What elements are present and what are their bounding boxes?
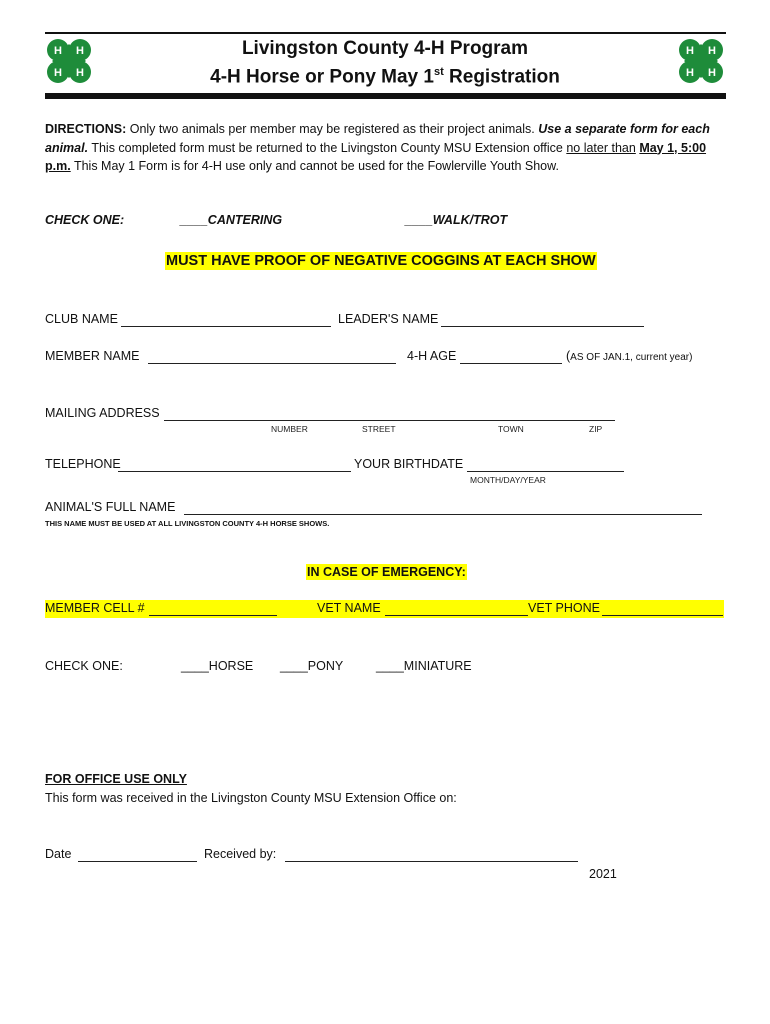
cantering-option[interactable]: ____CANTERING — [180, 213, 283, 227]
check-gait-label: CHECK ONE: — [45, 213, 125, 227]
member-name-label: MEMBER NAME — [45, 349, 140, 363]
mailing-address-field[interactable] — [164, 420, 615, 421]
member-name-field[interactable] — [148, 363, 396, 364]
received-by-label: Received by: — [204, 847, 277, 861]
form-year: 2021 — [589, 867, 617, 881]
leader-name-field[interactable] — [441, 326, 644, 327]
header-rule-bottom — [45, 93, 726, 99]
vet-phone-field[interactable] — [602, 615, 723, 616]
svg-text:H: H — [76, 67, 84, 79]
birthdate-field[interactable] — [467, 471, 624, 472]
directions-paragraph: DIRECTIONS: Only two animals per member may be registered as their project animals. Use a separate form for each animal. This completed form must be returned to the Livingston County MSU Extension office no later than May 1, 5:00 p.m. This May 1 Form is for 4-H use only and cannot be used for the Fowlerville Youth Show. — [45, 122, 710, 173]
member-cell-field[interactable] — [149, 615, 277, 616]
birthdate-format-caption: MONTH/DAY/YEAR — [470, 475, 546, 485]
animal-name-field[interactable] — [184, 514, 702, 515]
office-received-text: This form was received in the Livingston County MSU Extension Office on: — [45, 791, 457, 805]
telephone-field[interactable] — [118, 471, 351, 472]
animal-name-label: ANIMAL'S FULL NAME — [45, 500, 176, 514]
address-street-caption: STREET — [362, 424, 396, 434]
vet-name-field[interactable] — [385, 615, 528, 616]
svg-text:H: H — [76, 45, 84, 57]
vet-phone-label: VET PHONE — [528, 601, 601, 615]
age-label: 4-H AGE — [407, 349, 457, 363]
svg-text:H: H — [54, 45, 62, 57]
date-field[interactable] — [78, 861, 197, 862]
member-cell-label: MEMBER CELL # — [45, 601, 145, 615]
club-name-field[interactable] — [121, 326, 331, 327]
date-label: Date — [45, 847, 72, 861]
page-subtitle: 4-H Horse or Pony May 1st Registration — [210, 66, 560, 88]
address-zip-caption: ZIP — [589, 424, 603, 434]
check-type-label: CHECK ONE: — [45, 659, 123, 673]
leader-name-label: LEADER'S NAME — [338, 312, 439, 326]
walk-trot-option[interactable]: ____WALK/TROT — [405, 213, 508, 227]
office-use-heading: FOR OFFICE USE ONLY — [45, 772, 187, 786]
svg-text:H: H — [708, 67, 716, 79]
mailing-address-label: MAILING ADDRESS — [45, 406, 160, 420]
animal-name-note: THIS NAME MUST BE USED AT ALL LIVINGSTON COUNTY 4-H HORSE SHOWS. — [45, 519, 330, 528]
pony-option[interactable]: ____PONY — [280, 659, 344, 673]
age-field[interactable] — [460, 363, 562, 364]
address-town-caption: TOWN — [498, 424, 524, 434]
svg-text:H: H — [708, 45, 716, 57]
birthdate-label: YOUR BIRTHDATE — [354, 457, 464, 471]
svg-text:H: H — [686, 67, 694, 79]
age-note: (AS OF JAN.1, current year) — [566, 349, 693, 363]
horse-option[interactable]: ____HORSE — [181, 659, 254, 673]
page-title: Livingston County 4-H Program — [241, 38, 529, 59]
svg-text:H: H — [54, 67, 62, 79]
coggins-notice: MUST HAVE PROOF OF NEGATIVE COGGINS AT EACH SHOW — [166, 253, 596, 269]
address-number-caption: NUMBER — [271, 424, 308, 434]
vet-name-label: VET NAME — [317, 601, 381, 615]
telephone-label: TELEPHONE — [45, 457, 121, 471]
header-rule-top — [45, 32, 726, 34]
club-name-label: CLUB NAME — [45, 312, 118, 326]
miniature-option[interactable]: ____MINIATURE — [376, 659, 472, 673]
svg-text:H: H — [686, 45, 694, 57]
emergency-heading: IN CASE OF EMERGENCY: — [307, 565, 466, 579]
received-by-field[interactable] — [285, 861, 578, 862]
